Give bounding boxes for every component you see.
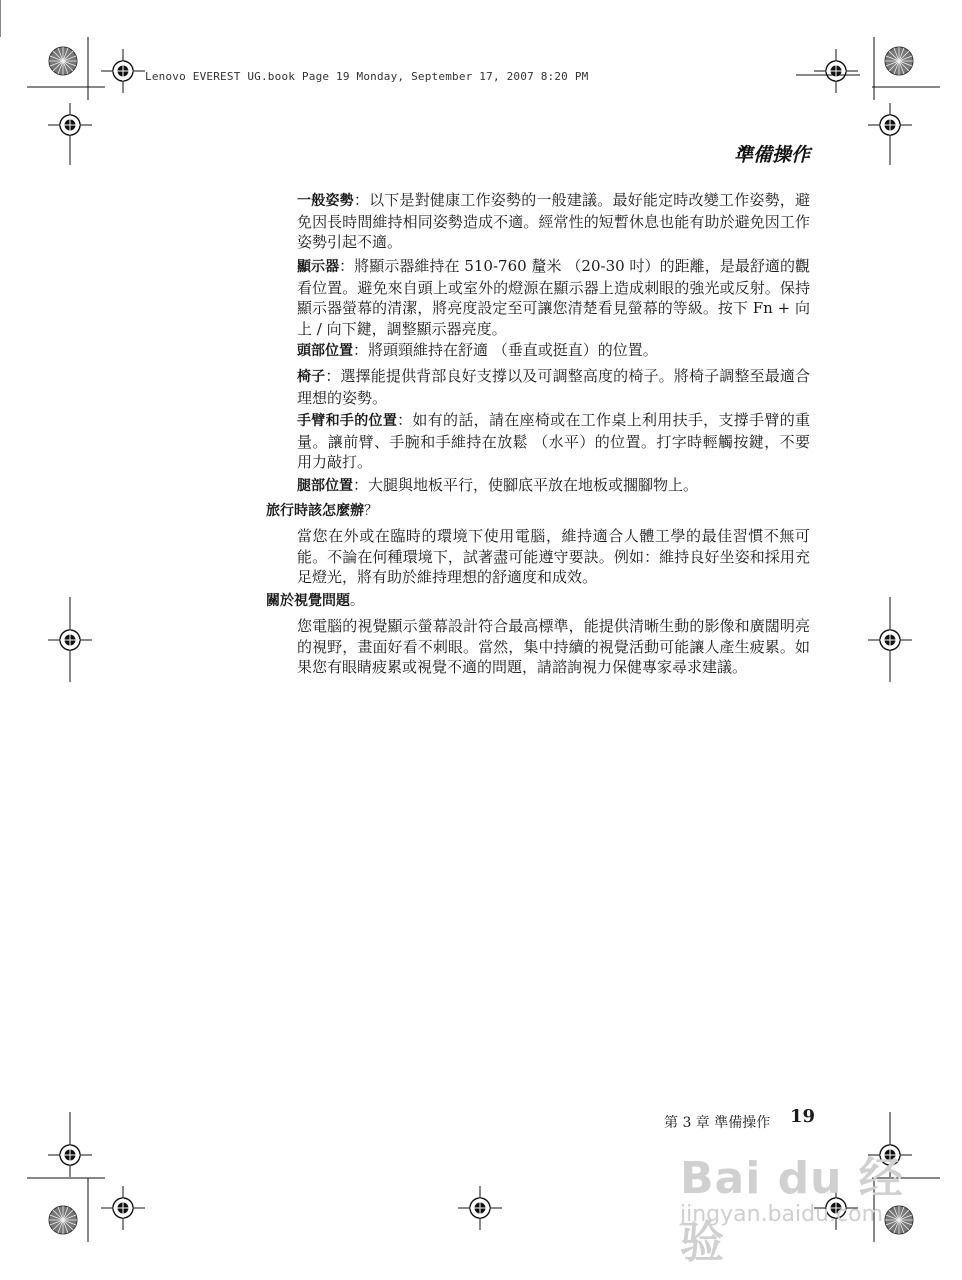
section-heading-vision: 關於視覺問題。	[266, 593, 364, 609]
item-head-position	[297, 340, 810, 362]
section-body-travel: 當您在外或在臨時的環境下使用電腦，維持適合人體工學的最佳習慣不無可能。不論在何種環境下，試著盡可能遵守要訣。例如：維持良好坐姿和採用充足燈光，將有助於維持理想的舒適度和成效。	[297, 527, 810, 586]
item-term: 腿部位置	[297, 478, 353, 494]
watermark-url: jingyan.baidu.com	[680, 1202, 884, 1227]
item-legs	[297, 475, 810, 497]
item-term: 手臂和手的位置	[297, 413, 398, 429]
item-general-posture	[297, 190, 810, 253]
baidu-watermark	[670, 1142, 910, 1268]
item-text: ：如有的話，請在座椅或在工作桌上利用扶手，支撐手臂的重量。讓前臂、手腕和手維持在放鬆 （水平）的位置。打字時輕觸按鍵，不要用力敲打。	[297, 411, 810, 471]
item-arms-hands	[297, 410, 810, 473]
item-text: ：以下是對健康工作姿勢的一般建議。最好能定時改變工作姿勢，避免因長時間維持相同姿勢造成不適。經常性的短暫休息也能有助於避免因工作姿勢引起不適。	[297, 191, 811, 251]
item-text: ：將頭頸維持在舒適 （垂直或挺直）的位置。	[353, 341, 658, 359]
item-text: ：將顯示器維持在 510-760 釐米 （20-30 吋）的距離，是最舒適的觀看位置。避免來自頭上或室外的燈源在顯示器上造成刺眼的強光或反射。保持顯示器螢幕的清潔，將亮度設定至可讓您清楚看見螢幕的等級。按下 Fn + 向上 / 向下鍵，調整顯示器亮度。	[297, 257, 810, 338]
item-term: 頭部位置	[297, 343, 353, 359]
section-body-vision: 您電腦的視覺顯示螢幕設計符合最高標準，能提供清晰生動的影像和廣闊明亮的視野，畫面好看不刺眼。當然，集中持續的視覺活動可能讓人產生疲累。如果您有眼睛疲累或視覺不適的問題，請諮詢視力保健專家尋求建議。	[297, 617, 810, 676]
item-term: 椅子	[297, 369, 326, 385]
watermark-logo: Bai du 经验	[680, 1153, 904, 1268]
item-text: ：選擇能提供背部良好支撐以及可調整高度的椅子。將椅子調整至最適合理想的姿勢。	[297, 367, 810, 407]
print-header: Lenovo EVEREST UG.book Page 19 Monday, September 17, 2007 8:20 PM	[145, 70, 589, 83]
footer-chapter: 第 3 章 準備操作	[664, 1115, 771, 1131]
running-title: 準備操作	[733, 144, 810, 166]
section-heading-travel: 旅行時該怎麼辦？	[266, 503, 378, 519]
item-text: ：大腿與地板平行，使腳底平放在地板或擱腳物上。	[353, 476, 699, 494]
page-number: 19	[790, 1106, 816, 1127]
item-term: 一般姿勢	[297, 193, 354, 209]
item-term: 顯示器	[297, 259, 340, 275]
item-chair	[297, 366, 810, 408]
item-monitor	[297, 256, 810, 339]
